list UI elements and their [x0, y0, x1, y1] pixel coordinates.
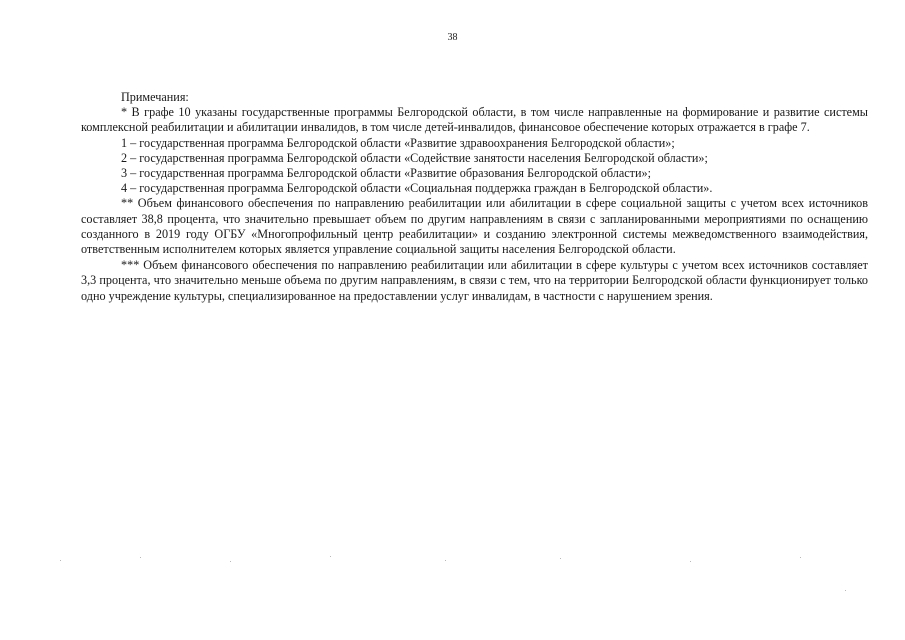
program-item-2: 2 – государственная программа Белгородской области «Содействие занятости населения Белгородской области»;: [121, 150, 708, 165]
scan-speck: [690, 561, 691, 562]
scan-speck: [230, 561, 231, 562]
scan-speck: [60, 560, 61, 561]
page-number: 38: [447, 32, 458, 43]
scan-speck: [445, 560, 446, 561]
program-item-3: 3 – государственная программа Белгородской области «Развитие образования Белгородской области»;: [121, 166, 651, 181]
scan-speck: [800, 557, 801, 558]
note-triple-asterisk: *** Объем финансового обеспечения по направлению реабилитации или абилитации в сфере культуры с учетом всех источников составляет 3,3 процента, что значительно меньше объема по другим направлениям, в связи с тем, что на территории Белгородской области функционирует только одно учреждение культуры, специализированное на предоставлении услуг инвалидам, в частности с нарушением зрения.: [81, 258, 868, 303]
program-item-4: 4 – государственная программа Белгородской области «Социальная поддержка граждан в Белгородской области».: [121, 181, 713, 196]
scan-speck: [140, 557, 141, 558]
scan-speck: [560, 558, 561, 559]
notes-heading: Примечания:: [121, 90, 189, 104]
note-single-asterisk: * В графе 10 указаны государственные программы Белгородской области, в том числе направленные на формирование и развитие системы комплексной реабилитации и абилитации инвалидов, в том числе детей-инвалидов, финансовое обеспечение которых отражается в графе 7.: [81, 105, 868, 135]
program-item-1: 1 – государственная программа Белгородской области «Развитие здравоохранения Белгородской области»;: [121, 135, 675, 150]
scan-speck: [845, 590, 846, 591]
scan-speck: [330, 556, 331, 557]
notes-section: [81, 90, 868, 304]
note-double-asterisk: ** Объем финансового обеспечения по направлению реабилитации или абилитации в сфере социальной защиты с учетом всех источников составляет 38,8 процента, что значительно превышает объем по другим направлениям в связи с запланированными мероприятиями по оснащению созданного в 2019 году ОГБУ «Многопрофильный центр реабилитации» и созданию электронной системы межведомственного взаимодействия, ответственным исполнителем которых является управление социальной защиты населения Белгородской области.: [81, 196, 868, 257]
